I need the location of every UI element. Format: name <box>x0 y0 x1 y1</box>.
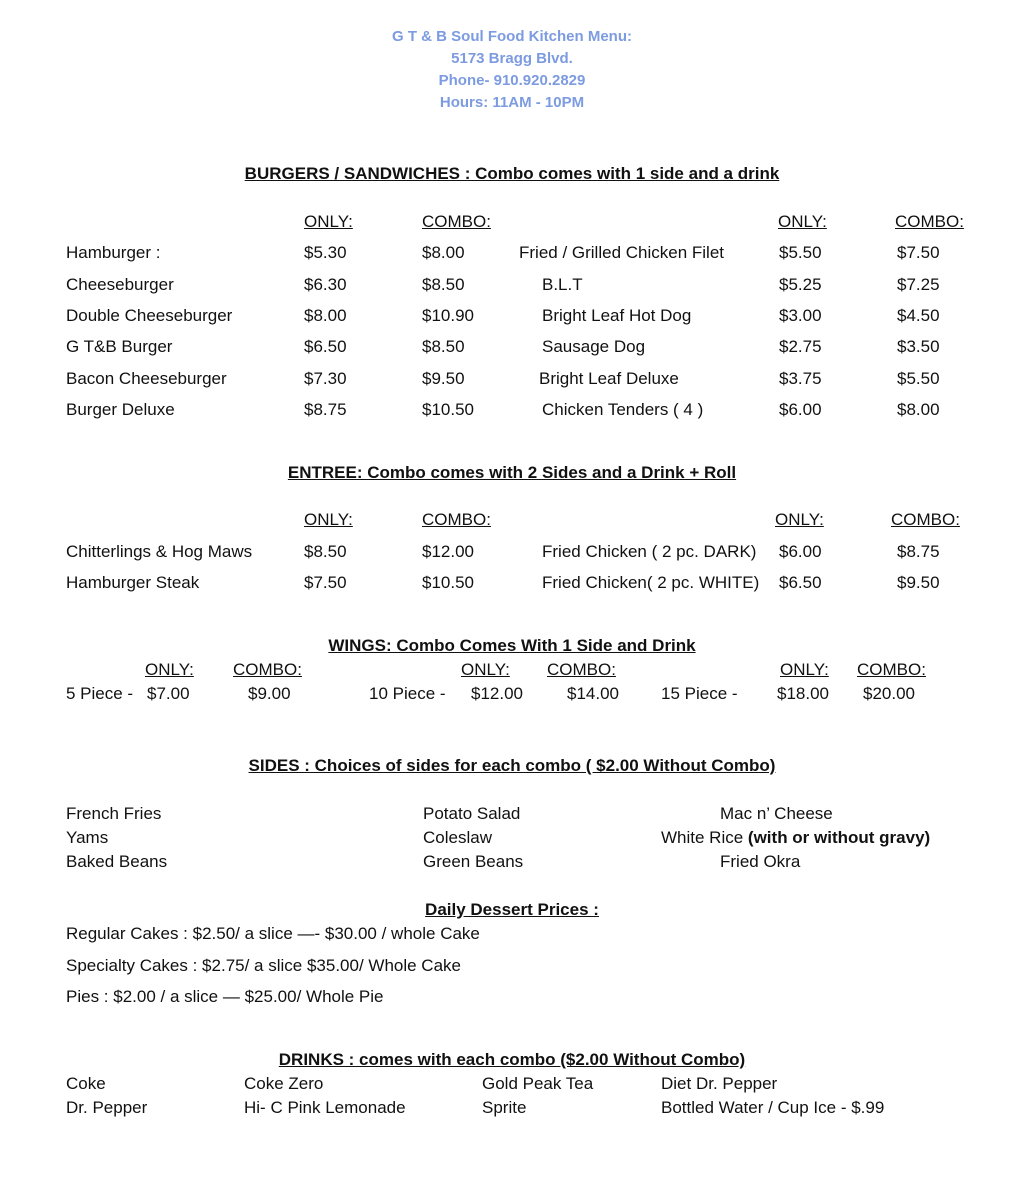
entree-section-title: ENTREE: Combo comes with 2 Sides and a Drink + Roll <box>287 463 737 482</box>
menu-item-only-price: $6.50 <box>304 337 347 356</box>
menu-item-name: Cheeseburger <box>66 275 174 294</box>
menu-item-combo-price: $8.50 <box>422 337 465 356</box>
wings-10-only-header: ONLY: <box>461 660 510 679</box>
menu-item-combo-price: $8.00 <box>897 400 940 419</box>
entree-right-combo-header: COMBO: <box>891 510 960 529</box>
entree-left-combo-header: COMBO: <box>422 510 491 529</box>
menu-item-name: Fried Chicken ( 2 pc. DARK) <box>542 542 757 561</box>
side-item: Potato Salad <box>423 804 521 823</box>
menu-item-only-price: $5.25 <box>779 275 822 294</box>
restaurant-address: 5173 Bragg Blvd. <box>451 50 573 67</box>
wings-item-name: 15 Piece - <box>661 684 738 703</box>
wings-5-combo-header: COMBO: <box>233 660 302 679</box>
menu-item-combo-price: $8.00 <box>422 243 465 262</box>
desserts-section-title: Daily Dessert Prices : <box>425 900 599 919</box>
wings-15-only-header: ONLY: <box>780 660 829 679</box>
drink-item: Sprite <box>482 1098 527 1117</box>
side-item-name: White Rice <box>661 828 744 847</box>
menu-item-only-price: $6.00 <box>779 542 822 561</box>
menu-item-name: Double Cheeseburger <box>66 306 233 325</box>
burgers-left-combo-header: COMBO: <box>422 212 491 231</box>
side-item: Baked Beans <box>66 852 168 871</box>
menu-item-combo-price: $10.90 <box>422 306 474 325</box>
menu-item-name: Hamburger Steak <box>66 573 200 592</box>
side-item: Mac n’ Cheese <box>720 804 833 823</box>
wings-item-name: 5 Piece - <box>66 684 134 703</box>
wings-section-title: WINGS: Combo Comes With 1 Side and Drink <box>328 636 696 655</box>
side-item: Yams <box>66 828 109 847</box>
menu-item-combo-price: $3.50 <box>897 337 940 356</box>
wings-item-only-price: $7.00 <box>147 684 190 703</box>
wings-item-combo-price: $9.00 <box>248 684 291 703</box>
menu-item-only-price: $8.75 <box>304 400 347 419</box>
entree-left-only-header: ONLY: <box>304 510 353 529</box>
menu-item-combo-price: $10.50 <box>422 573 474 592</box>
dessert-line: Specialty Cakes : $2.75/ a slice $35.00/ Whole Cake <box>66 956 461 975</box>
drink-item: Hi- C Pink Lemonade <box>244 1098 406 1117</box>
menu-item-name: Chitterlings & Hog Maws <box>66 542 253 561</box>
menu-item-combo-price: $12.00 <box>422 542 474 561</box>
menu-item-name: Hamburger : <box>66 243 161 262</box>
burgers-right-combo-header: COMBO: <box>895 212 964 231</box>
drink-item: Diet Dr. Pepper <box>661 1074 778 1093</box>
menu-item-only-price: $8.50 <box>304 542 347 561</box>
menu-item-only-price: $7.50 <box>304 573 347 592</box>
menu-item-name: Fried / Grilled Chicken Filet <box>519 243 725 262</box>
burgers-left-only-header: ONLY: <box>304 212 353 231</box>
menu-item-only-price: $5.50 <box>779 243 822 262</box>
dessert-line: Regular Cakes : $2.50/ a slice —- $30.00 / whole Cake <box>66 924 480 943</box>
sides-section-title: SIDES : Choices of sides for each combo ( $2.00 Without Combo) <box>248 756 776 775</box>
menu-item-name: Bright Leaf Hot Dog <box>542 306 692 325</box>
menu-item-name: Bacon Cheeseburger <box>66 369 227 388</box>
burgers-right-only-header: ONLY: <box>778 212 827 231</box>
menu-item-only-price: $3.75 <box>779 369 822 388</box>
wings-item-combo-price: $20.00 <box>863 684 915 703</box>
menu-item-only-price: $3.00 <box>779 306 822 325</box>
menu-item-combo-price: $7.50 <box>897 243 940 262</box>
entree-right-only-header: ONLY: <box>775 510 824 529</box>
wings-5-only-header: ONLY: <box>145 660 194 679</box>
menu-item-only-price: $5.30 <box>304 243 347 262</box>
dessert-line: Pies : $2.00 / a slice — $25.00/ Whole Pie <box>66 987 384 1006</box>
restaurant-name: G T & B Soul Food Kitchen Menu: <box>392 28 632 45</box>
restaurant-phone: Phone- 910.920.2829 <box>438 72 586 89</box>
menu-item-name: Chicken Tenders ( 4 ) <box>542 400 704 419</box>
drinks-section-title: DRINKS : comes with each combo ($2.00 Without Combo) <box>278 1050 746 1069</box>
side-item: Coleslaw <box>423 828 492 847</box>
drink-item: Dr. Pepper <box>66 1098 148 1117</box>
menu-item-combo-price: $8.50 <box>422 275 465 294</box>
menu-item-combo-price: $9.50 <box>422 369 465 388</box>
wings-15-combo-header: COMBO: <box>857 660 926 679</box>
menu-item-name: Bright Leaf Deluxe <box>539 369 679 388</box>
burgers-section-title: BURGERS / SANDWICHES : Combo comes with 1 side and a drink <box>244 164 780 183</box>
menu-item-name: B.L.T <box>542 275 583 294</box>
menu-item-only-price: $8.00 <box>304 306 347 325</box>
wings-item-name: 10 Piece - <box>369 684 446 703</box>
menu-item-only-price: $6.00 <box>779 400 822 419</box>
menu-item-name: G T&B Burger <box>66 337 173 356</box>
menu-item-only-price: $2.75 <box>779 337 822 356</box>
menu-item-only-price: $6.30 <box>304 275 347 294</box>
drink-item: Bottled Water / Cup Ice - $.99 <box>661 1098 885 1117</box>
menu-item-combo-price: $5.50 <box>897 369 940 388</box>
drink-item: Gold Peak Tea <box>482 1074 594 1093</box>
restaurant-hours: Hours: 11AM - 10PM <box>439 94 585 111</box>
menu-item-only-price: $6.50 <box>779 573 822 592</box>
menu-item-only-price: $7.30 <box>304 369 347 388</box>
side-item: Fried Okra <box>720 852 801 871</box>
side-item: Green Beans <box>423 852 524 871</box>
side-item: French Fries <box>66 804 162 823</box>
menu-item-combo-price: $9.50 <box>897 573 940 592</box>
menu-item-name: Burger Deluxe <box>66 400 175 419</box>
side-item-note: (with or without gravy) <box>747 828 931 847</box>
side-item <box>661 828 930 848</box>
menu-item-combo-price: $10.50 <box>422 400 474 419</box>
drink-item: Coke <box>66 1074 106 1093</box>
wings-item-only-price: $18.00 <box>777 684 829 703</box>
menu-item-combo-price: $7.25 <box>897 275 940 294</box>
menu-item-name: Fried Chicken( 2 pc. WHITE) <box>542 573 760 592</box>
menu-item-name: Sausage Dog <box>542 337 646 356</box>
drink-item: Coke Zero <box>244 1074 324 1093</box>
menu-item-combo-price: $8.75 <box>897 542 940 561</box>
wings-10-combo-header: COMBO: <box>547 660 616 679</box>
menu-item-combo-price: $4.50 <box>897 306 940 325</box>
wings-item-only-price: $12.00 <box>471 684 523 703</box>
wings-item-combo-price: $14.00 <box>567 684 619 703</box>
